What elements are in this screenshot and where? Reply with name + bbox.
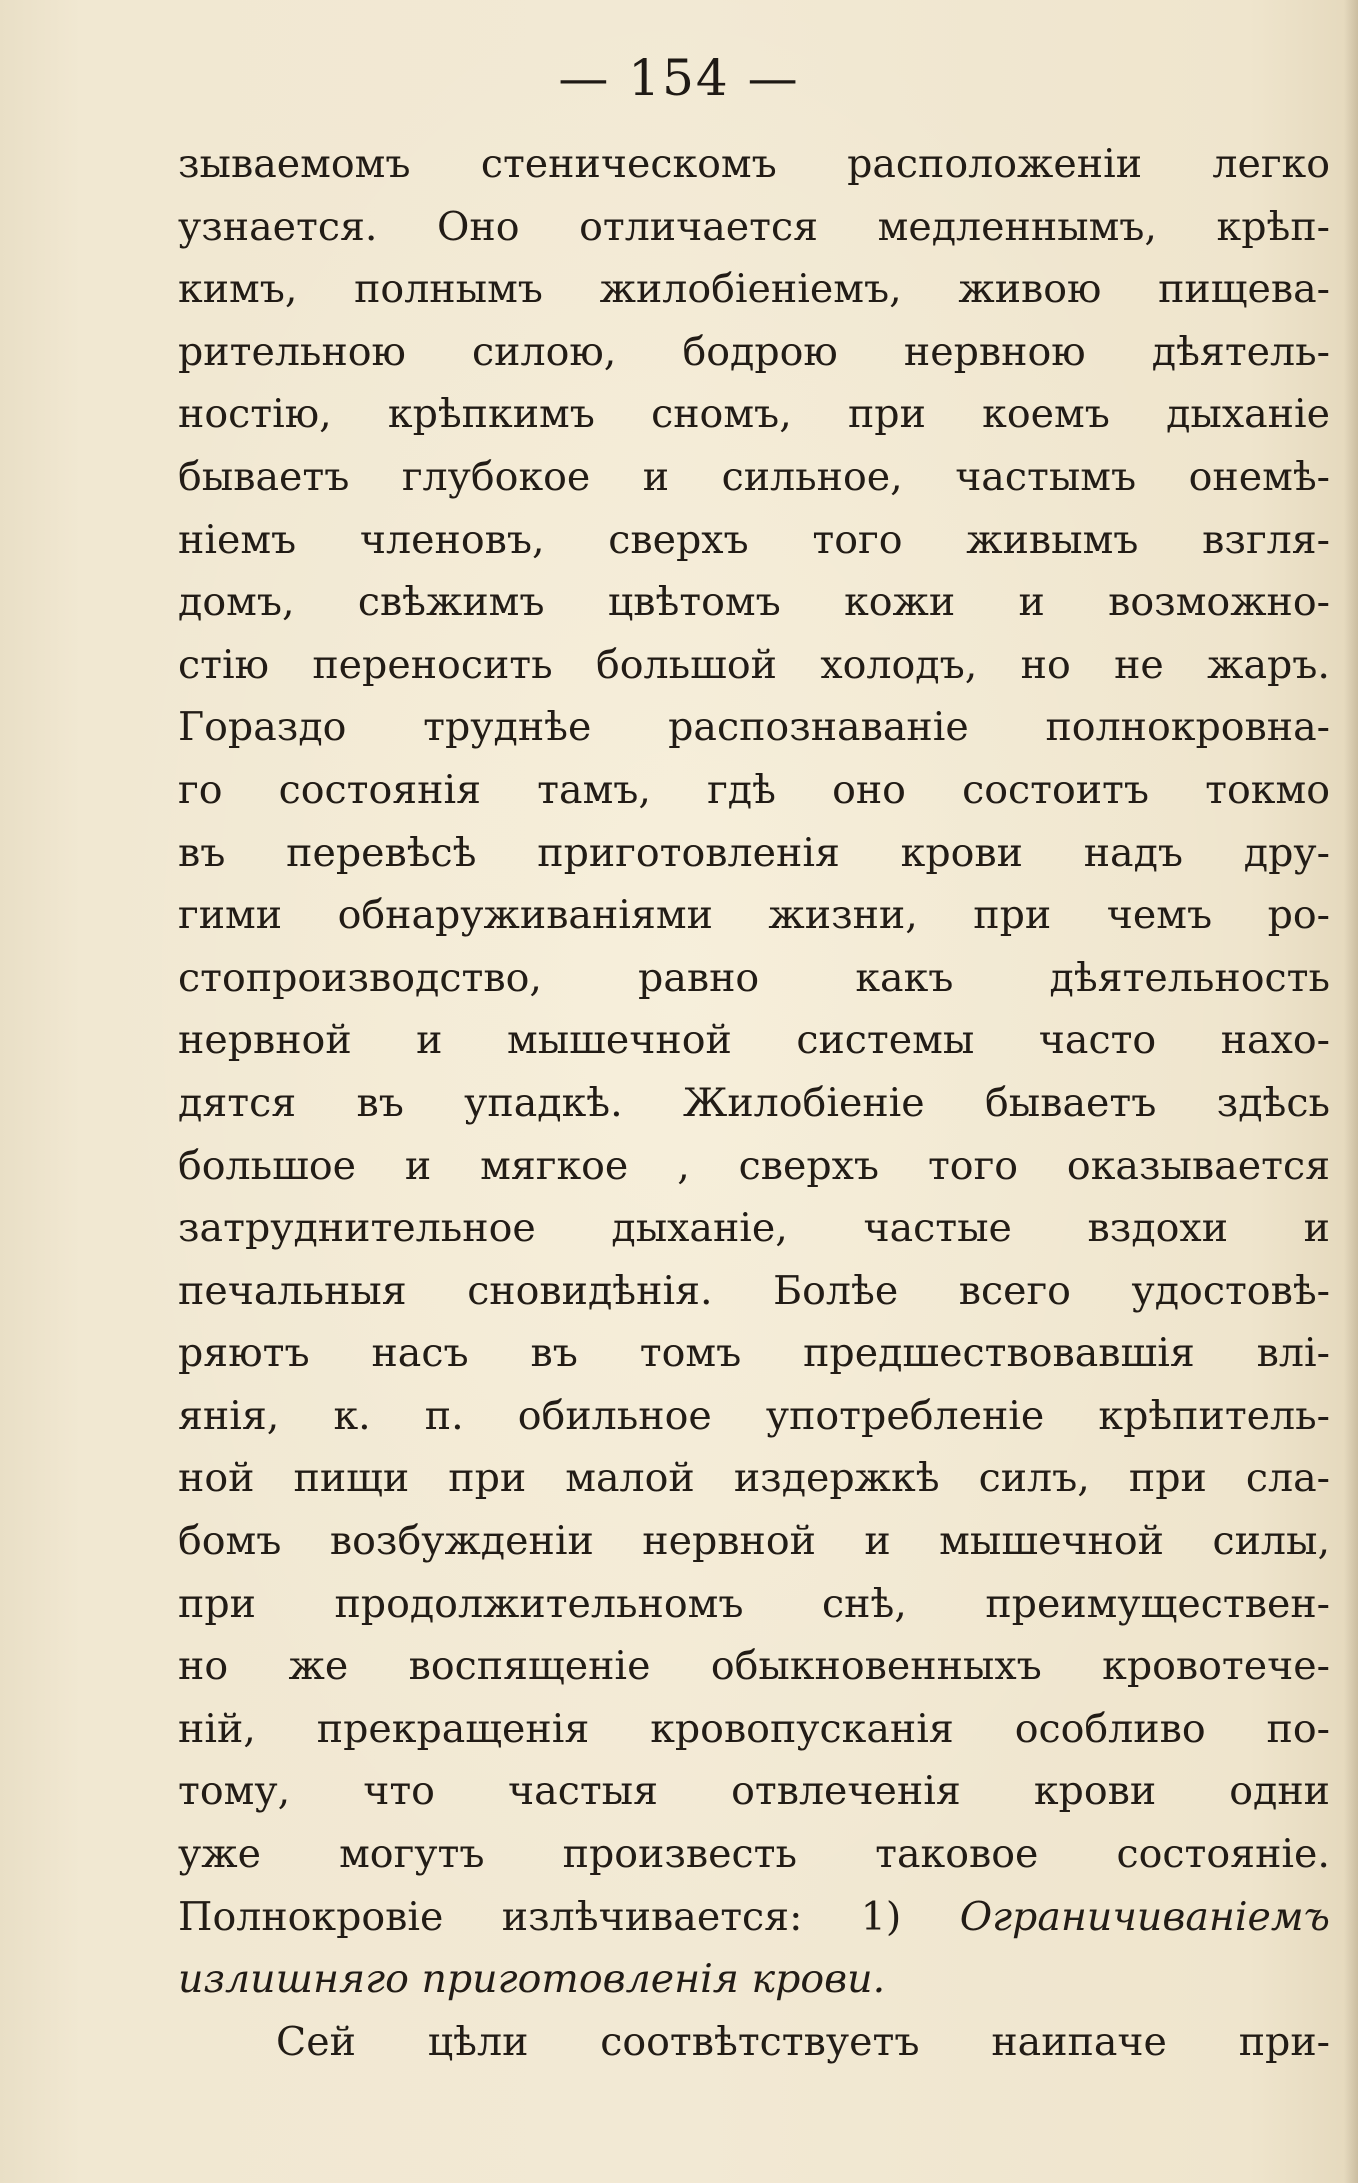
text-line-mixed <box>178 1886 1330 1949</box>
text-line: бываетъ глубокое и сильное, частымъ онемѣ- <box>178 453 1330 500</box>
text-line: дятся въ упадкѣ. Жилобіеніе бываетъ здѣсь <box>178 1079 1330 1126</box>
text-line: рительною силою, бодрою нервною дѣятель- <box>178 328 1330 375</box>
text-line: тому, что частыя отвлеченія крови одни <box>178 1768 1330 1815</box>
text-line: большое и мягкое , сверхъ того оказывается <box>178 1142 1330 1189</box>
text-line: въ перевѣсѣ приготовленія крови надъ дру- <box>178 829 1330 876</box>
text-line: го состоянія тамъ, гдѣ оно состоитъ токмо <box>178 766 1330 813</box>
text-line-italic: излишняго приготовленія крови. <box>178 1956 886 2003</box>
text-line: ніемъ членовъ, сверхъ того живымъ взгля- <box>178 516 1330 563</box>
text-line: узнается. Оно отличается медленнымъ, крѣп- <box>178 203 1330 250</box>
text-line: ной пищи при малой издержкѣ силъ, при сла- <box>178 1455 1330 1502</box>
text-line: затруднительное дыханіе, частые вздохи и <box>178 1205 1330 1252</box>
text-plain: Полнокровіе излѣчивается: 1) <box>178 1893 960 1940</box>
text-line: ряютъ насъ въ томъ предшествовавшія влі- <box>178 1330 1330 1377</box>
text-line: кимъ, полнымъ жилобіеніемъ, живою пищева- <box>178 266 1330 313</box>
text-line: при продолжительномъ снѣ, преимуществен- <box>178 1580 1330 1627</box>
text-line: стію переносить большой холодъ, но не жаръ. <box>178 641 1330 688</box>
text-line: нервной и мышечной системы часто нахо- <box>178 1017 1330 1064</box>
text-line: ностію, крѣпкимъ сномъ, при коемъ дыханіе <box>178 391 1330 438</box>
text-line: домъ, свѣжимъ цвѣтомъ кожи и возможно- <box>178 579 1330 626</box>
text-line-indented: Сей цѣли соотвѣтствуетъ наипаче при- <box>276 2018 1330 2065</box>
text-line: бомъ возбужденіи нервной и мышечной силы, <box>178 1518 1330 1565</box>
text-line: печальныя сновидѣнія. Болѣе всего удостовѣ- <box>178 1267 1330 1314</box>
text-line: Гораздо труднѣе распознаваніе полнокровна- <box>178 704 1330 751</box>
text-line: ній, прекращенія кровопусканія особливо по- <box>178 1705 1330 1752</box>
text-line: зываемомъ стеническомъ расположеніи легко <box>178 141 1330 187</box>
text-italic-heading: Ограничиваніемъ <box>959 1893 1330 1940</box>
body-text <box>178 133 1330 2073</box>
text-line: но же воспященіе обыкновенныхъ кровотече- <box>178 1643 1330 1690</box>
text-line: стопроизводство, равно какъ дѣятельность <box>178 954 1330 1001</box>
page-number: — 154 — <box>558 49 800 107</box>
page-edge-shadow <box>1344 0 1358 2183</box>
text-line: гими обнаруживаніями жизни, при чемъ ро- <box>178 892 1330 939</box>
text-line: уже могутъ произвесть таковое состояніе. <box>178 1831 1330 1878</box>
text-line: янія, к. п. обильное употребленіе крѣпитель- <box>178 1392 1330 1439</box>
